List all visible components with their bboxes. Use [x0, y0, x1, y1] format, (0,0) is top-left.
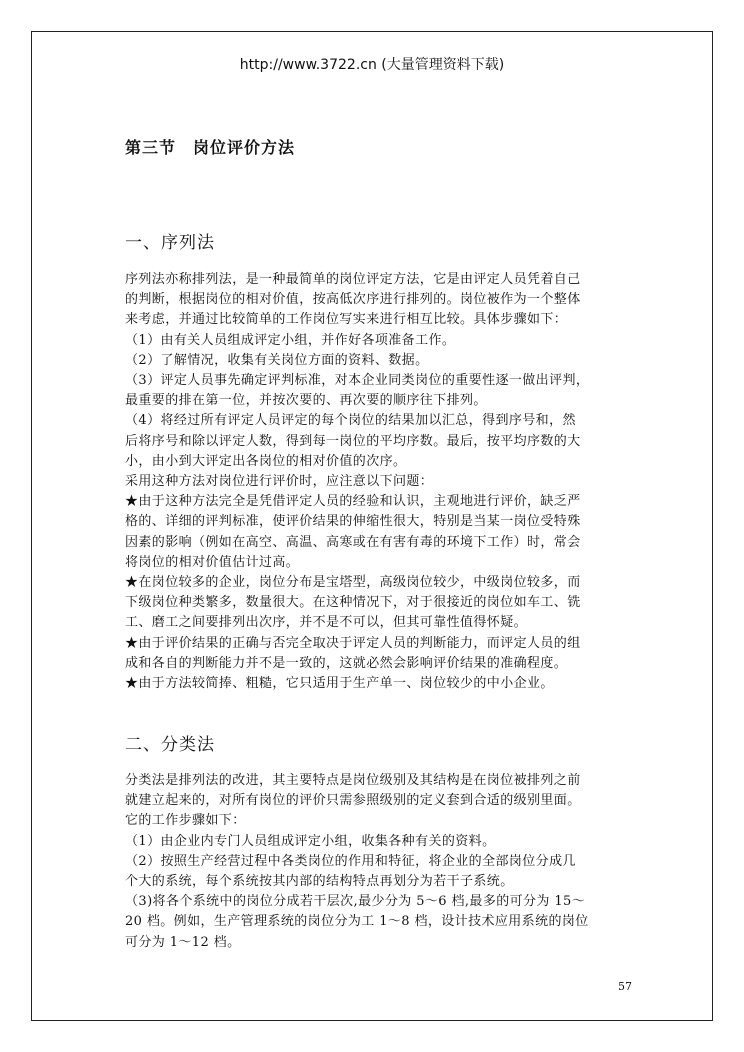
text-line: ★由于这种方法完全是凭借评定人员的经验和认识，主观地进行评价，缺乏严: [125, 494, 581, 510]
text-line: 工、磨工之间要排列出次序，并不是不可以，但其可靠性值得怀疑。: [125, 615, 528, 631]
text-line: （4）将经过所有评定人员评定的每个岗位的结果加以汇总，得到序号和，然: [125, 413, 576, 429]
text-line: 序列法亦称排列法，是一种最简单的岗位评定方法，它是由评定人员凭着自己: [125, 272, 581, 287]
text-line: ★由于方法较简捧、粗糙，它只适用于生产单一、岗位较少的中小企业。: [125, 676, 554, 692]
text-line: （3）评定人员事先确定评判标准，对本企业同类岗位的重要性逐一做出评判，: [125, 373, 590, 389]
text-line: 因素的影响（例如在高空、高温、高寒或在有害有毒的环境下工作）时，常会: [125, 534, 581, 550]
text-line: （1）由企业内专门人员组成评定小组，收集各种有关的资料。: [125, 833, 496, 849]
text-line: 最重要的排在第一位，并按次要的、再次要的顺序往下排列。: [125, 393, 487, 409]
text-line: ★在岗位较多的企业，岗位分布是宝塔型，高级岗位较少，中级岗位较多，而: [125, 575, 581, 591]
text-line: 将岗位的相对价值估计过高。: [125, 554, 300, 570]
page-number: 57: [618, 980, 632, 993]
text-line: 分类法是排列法的改进，其主要特点是岗位级别及其结构是在岗位被排列之前: [125, 773, 581, 788]
paragraph-ranking-method: [125, 270, 635, 694]
text-line: 成和各自的判断能力并不是一致的，这就必然会影响评价结果的准确程度。: [125, 655, 568, 671]
text-line: 的判断，根据岗位的相对价值，按高低次序进行排列的。岗位被作为一个整体: [125, 292, 581, 308]
text-line: 小，由小到大评定出各岗位的相对价值的次序。: [125, 453, 407, 469]
text-line: 它的工作步骤如下：: [125, 813, 246, 829]
text-line: （2）了解情况，收集有关岗位方面的资料、数据。: [125, 352, 429, 368]
text-line: ★由于评价结果的正确与否完全取决于评定人员的判断能力，而评定人员的组: [125, 635, 581, 651]
heading-ranking-method: 一、序列法: [125, 233, 215, 253]
text-line: 可分为 1～12 档。: [125, 934, 241, 950]
text-line: 采用这种方法对岗位进行评价时，应注意以下问题：: [125, 474, 434, 490]
page-header: http://www.3722.cn (大量管理资料下载): [239, 57, 505, 73]
text-line: 20 档。例如，生产管理系统的岗位分为工 1～8 档，设计技术应用系统的岗位: [125, 914, 589, 930]
text-line: 来考虑，并通过比较简单的工作岗位写实来进行相互比较。具体步骤如下：: [125, 312, 568, 328]
section-title: 第三节 岗位评价方法: [125, 138, 296, 157]
text-line: 就建立起来的，对所有岗位的评价只需参照级别的定义套到合适的级别里面。: [125, 793, 581, 809]
text-line: 格的、详细的评判标准，使评价结果的伸缩性很大，特别是当某一岗位受特殊: [125, 514, 581, 530]
text-line: 后将序号和除以评定人数，得到每一岗位的平均序数。最后，按平均序数的大: [125, 433, 581, 449]
text-line: （3)将各个系统中的岗位分成若干层次,最少分为 5～6 档,最多的可分为 15～: [125, 894, 586, 910]
text-line: （1）由有关人员组成评定小组，并作好各项准备工作。: [125, 332, 456, 348]
text-line: （2）按照生产经营过程中各类岗位的作用和特征，将企业的全部岗位分成几: [125, 853, 576, 869]
paragraph-classification-method: [125, 771, 635, 953]
text-line: 下级岗位种类繁多，数量很大。在这种情况下，对于很接近的岗位如车工、铣: [125, 595, 581, 611]
heading-classification-method: 二、分类法: [125, 735, 215, 755]
text-line: 个大的系统，每个系统按其内部的结构特点再划分为若干子系统。: [125, 874, 514, 890]
